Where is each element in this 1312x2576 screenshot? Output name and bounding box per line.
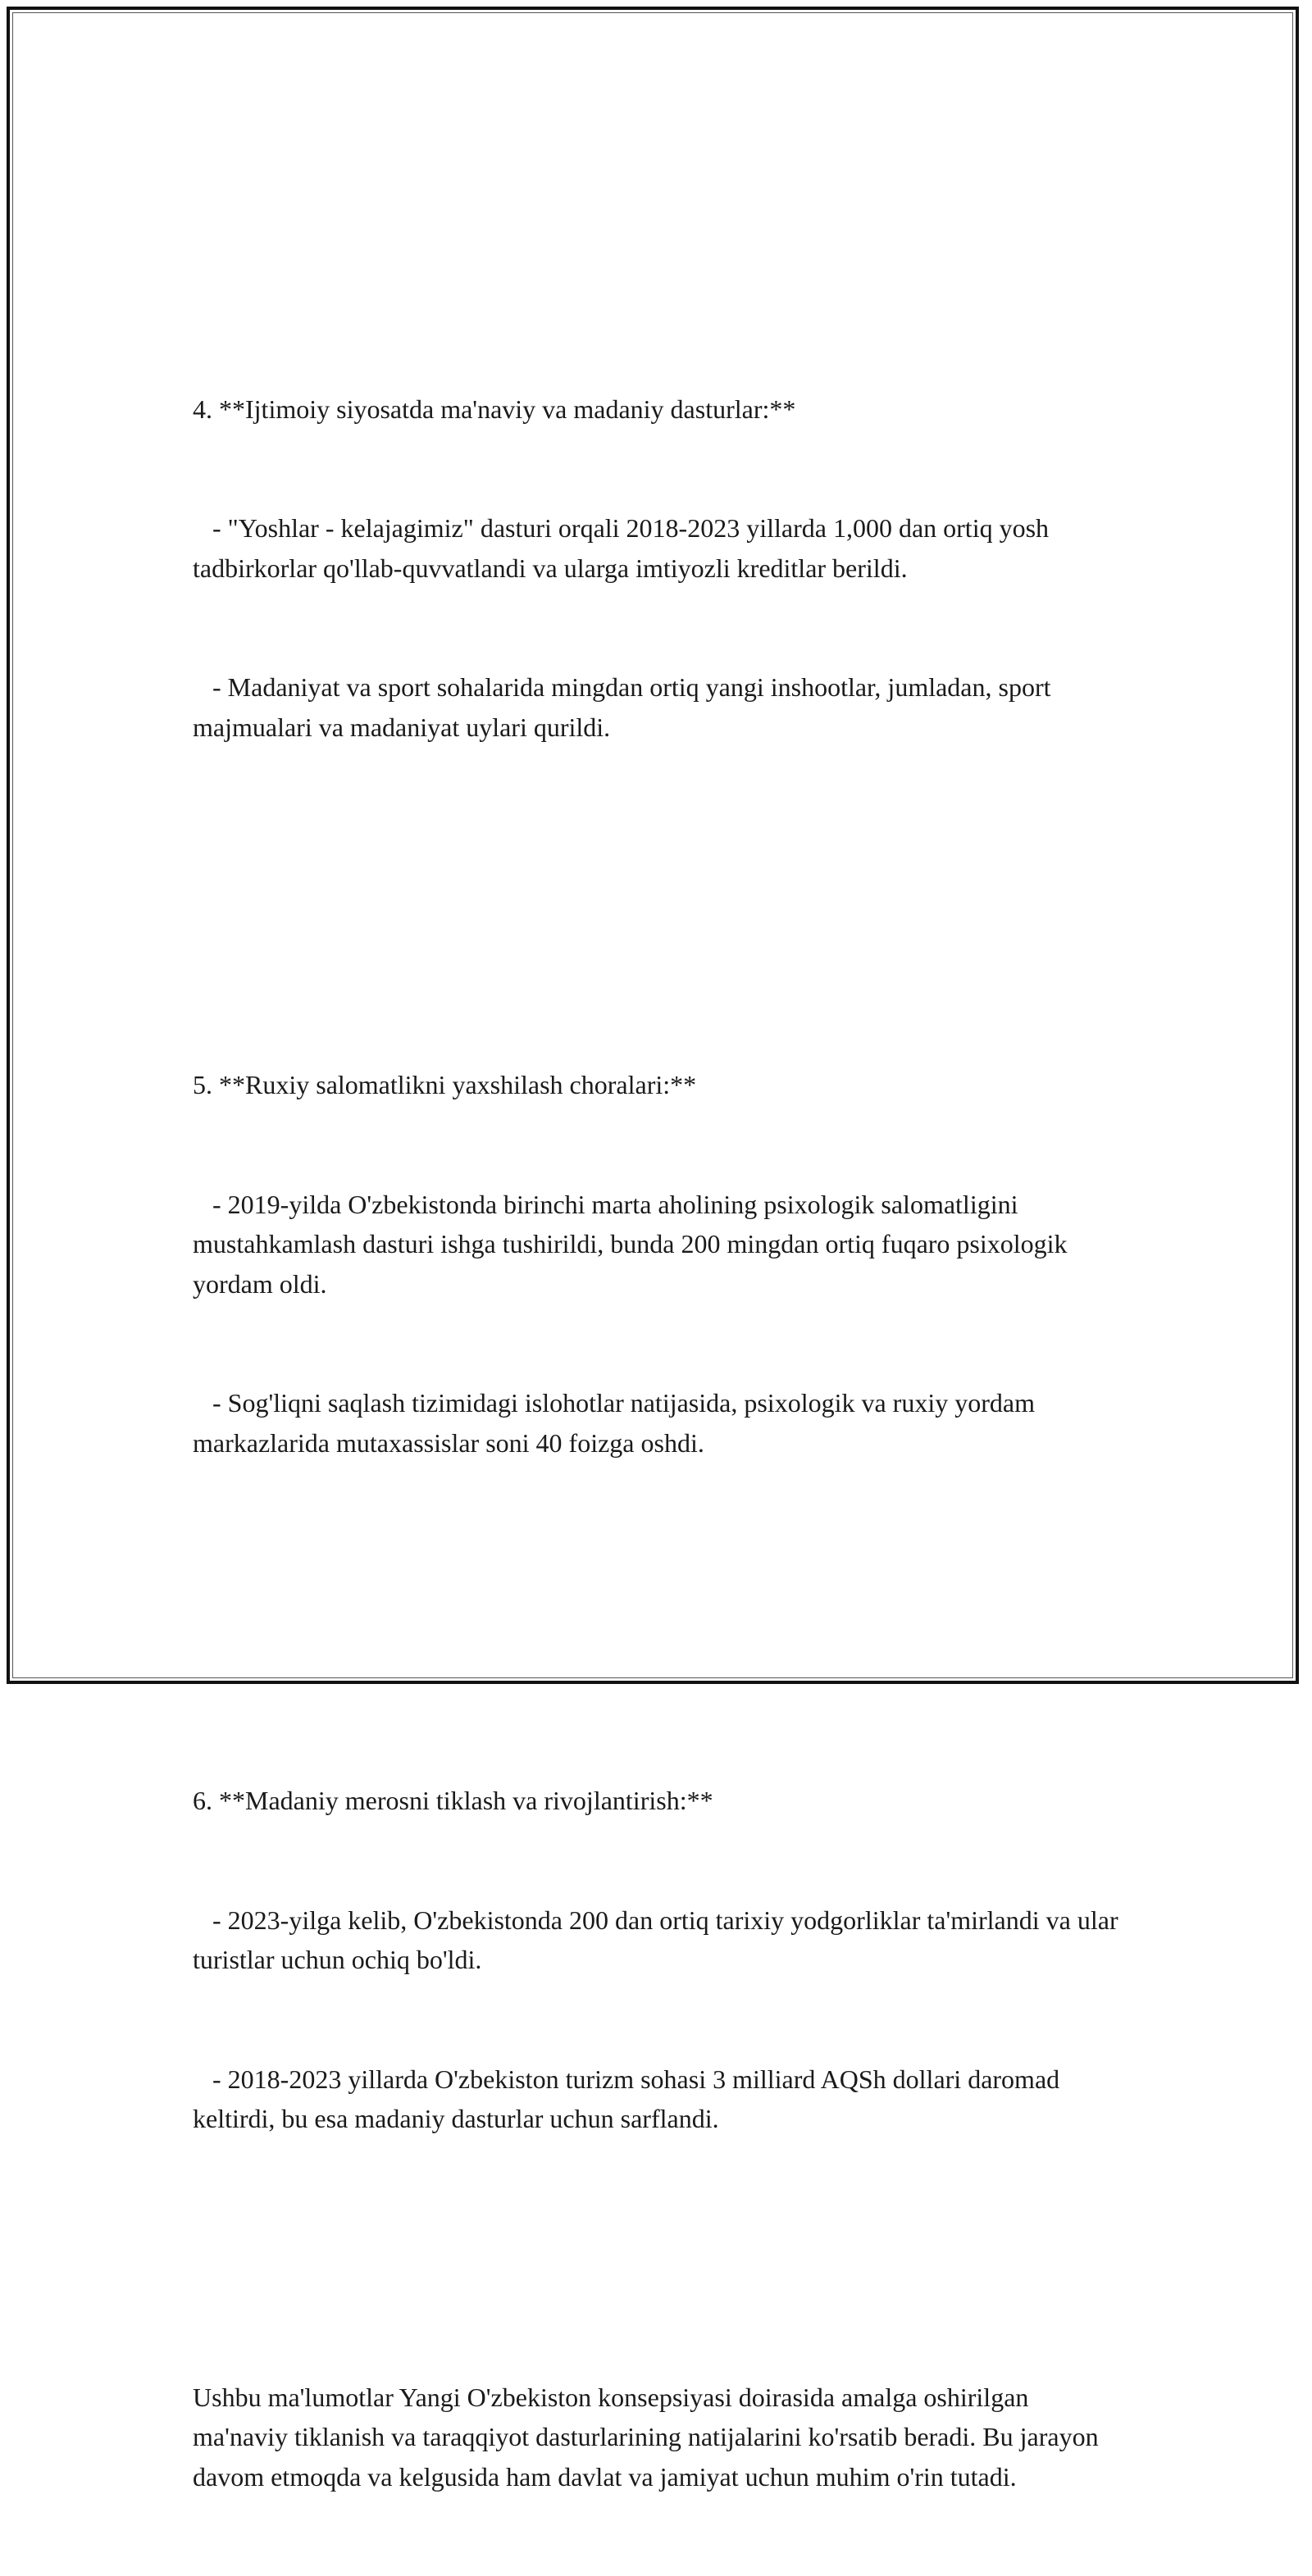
bullet-item: - 2018-2023 yillarda O'zbekiston turizm sohasi 3 milliard AQSh dollari daromad keltirdi, bu esa madaniy dasturlar uchun sarflandi. (193, 2064, 1067, 2133)
section-heading: 5. **Ruxiy salomatlikni yaxshilash choralari:** (193, 1070, 697, 1099)
section-6 (193, 1701, 1125, 2219)
section-heading: 6. **Madaniy merosni tiklash va rivojlantirish:** (193, 1786, 713, 1815)
bullet-item: - Sog'liqni saqlash tizimidagi islohotlar natijasida, psixologik va ruxiy yordam markazlarida mutaxassislar soni 40 foizga oshdi. (193, 1388, 1041, 1458)
bullet-item: - Madaniyat va sport sohalarida mingdan ortiq yangi inshootlar, jumladan, sport majmualari va madaniyat uylari qurildi. (193, 672, 1058, 742)
bullet-item: - 2019-yilda O'zbekistonda birinchi marta aholining psixologik salomatligini mustahkamlash dasturi ishga tushirildi, bunda 200 mingdan ortiq fuqaro psixologik yordam oldi. (193, 1189, 1074, 1299)
bullet-item: - "Yoshlar - kelajagimiz" dasturi orqali 2018-2023 yillarda 1,000 dan ortiq yosh tadbirkorlar qo'llab-quvvatlandi va ularga imtiyozli kreditlar berildi. (193, 513, 1056, 583)
document-body (193, 190, 1125, 2576)
section-4 (193, 310, 1119, 827)
section-heading: 4. **Ijtimoiy siyosatda ma'naviy va madaniy dasturlar:** (193, 394, 796, 424)
bullet-item: - 2023-yilga kelib, O'zbekistonda 200 dan ortiq tarixiy yodgorliklar ta'mirlandi va ular turistlar uchun ochiq bo'ldi. (193, 1905, 1125, 1974)
section-5 (193, 985, 1119, 1542)
closing-paragraph: Ushbu ma'lumotlar Yangi O'zbekiston konsepsiyasi doirasida amalga oshirilgan ma'naviy tiklanish va taraqqiyot dasturlarining natijalarini ko'rsatib beradi. Bu jarayon davom etmoqda va kelgusida ham davlat va jamiyat uchun muhim o'rin tutadi. (193, 2382, 1105, 2492)
